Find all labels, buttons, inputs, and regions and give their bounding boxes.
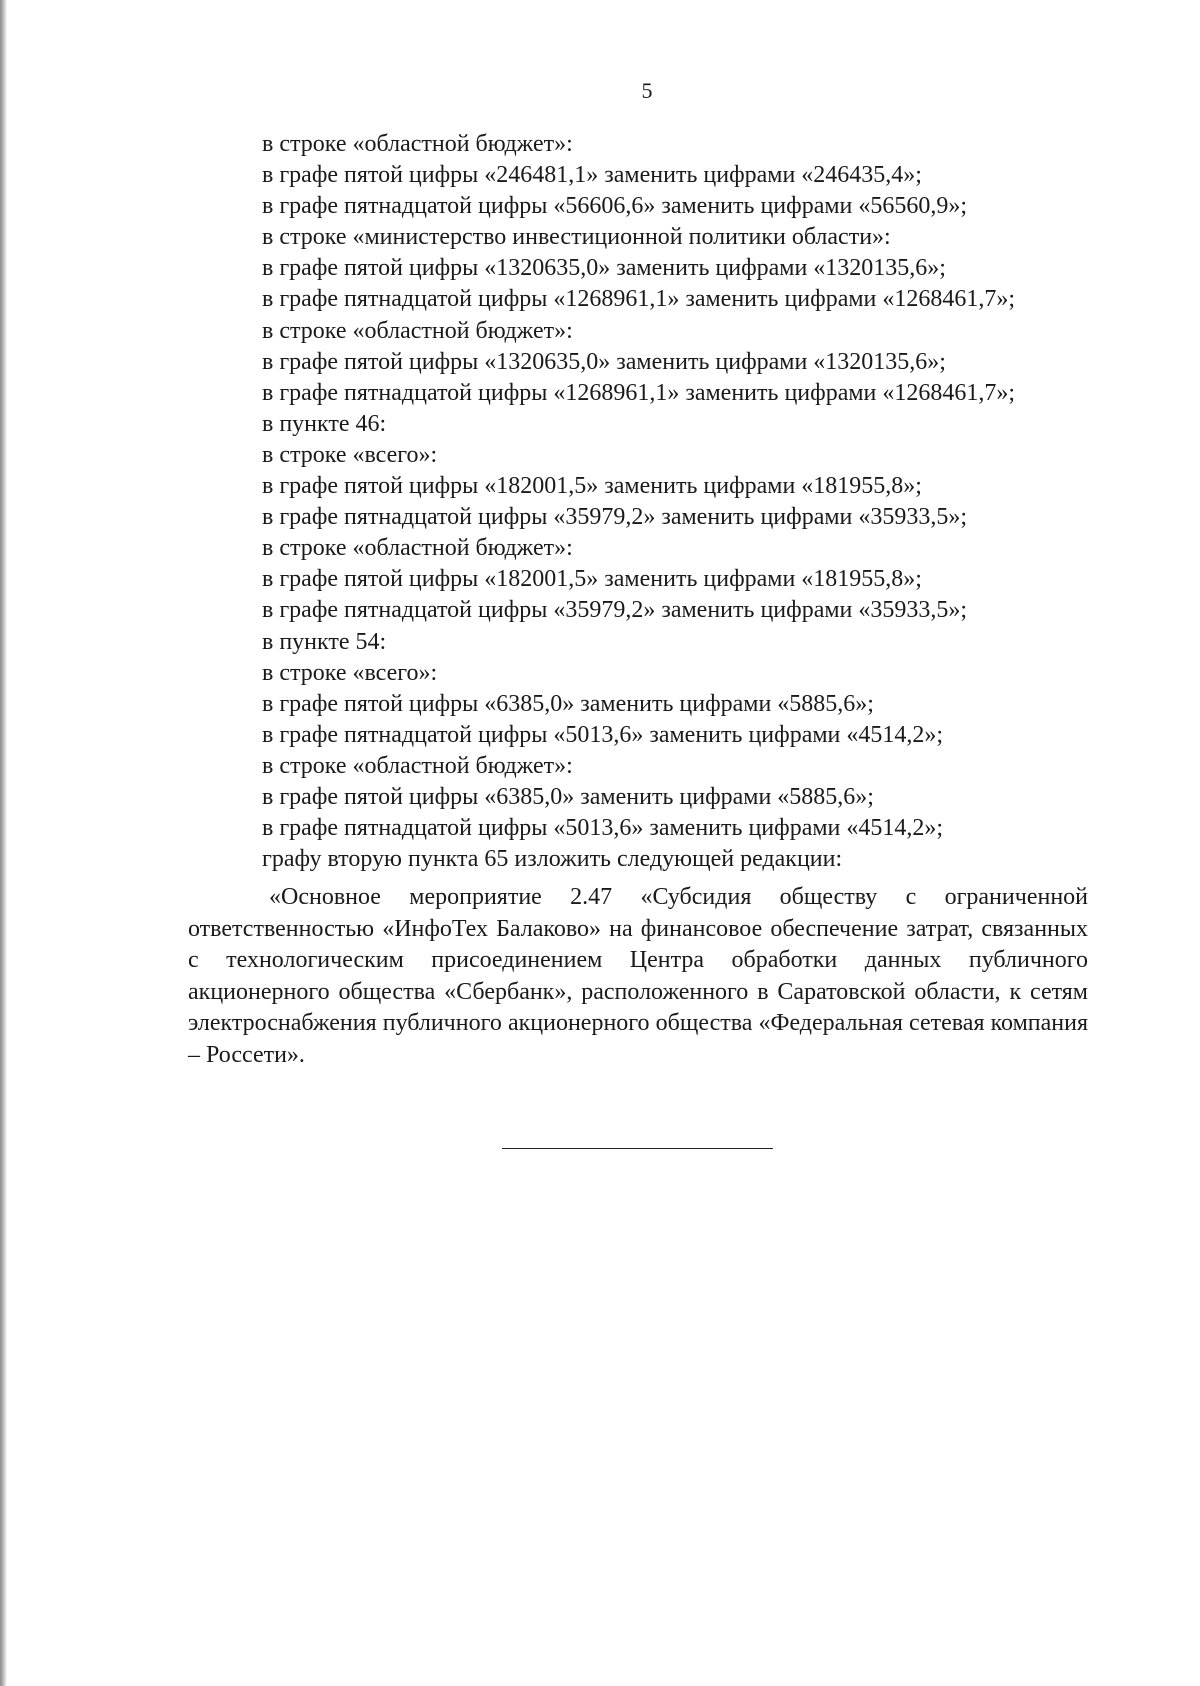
end-separator-line [502,1148,773,1149]
amendment-line: в пункте 54: [262,628,387,655]
scan-edge-shadow [0,0,7,1686]
amendment-line: в графе пятнадцатой цифры «1268961,1» заменить цифрами «1268461,7»; [262,379,1016,406]
amendment-line: графу вторую пункта 65 изложить следующей редакции: [262,846,843,873]
amendment-line: в графе пятой цифры «182001,5» заменить цифрами «181955,8»; [262,566,922,593]
amendment-line: в графе пятой цифры «1320635,0» заменить цифрами «1320135,6»; [262,255,946,282]
amendment-line: в строке «всего»: [262,441,438,468]
amendment-line: в графе пятой цифры «6385,0» заменить цифрами «5885,6»; [262,690,874,717]
amendment-line: в графе пятнадцатой цифры «1268961,1» заменить цифрами «1268461,7»; [262,286,1016,313]
amendment-line: в графе пятнадцатой цифры «5013,6» заменить цифрами «4514,2»; [262,721,944,748]
amendment-lines [262,129,1102,875]
amendment-line: в графе пятой цифры «6385,0» заменить цифрами «5885,6»; [262,783,874,810]
amendment-line: в графе пятой цифры «182001,5» заменить цифрами «181955,8»; [262,473,922,500]
amendment-line: в строке «всего»: [262,659,438,686]
amendment-line: в строке «областной бюджет»: [262,535,573,562]
amendment-line: в графе пятнадцатой цифры «5013,6» заменить цифрами «4514,2»; [262,815,944,842]
amendment-line: в пункте 46: [262,410,387,437]
amendment-line: в графе пятой цифры «246481,1» заменить цифрами «246435,4»; [262,162,922,189]
page-number: 5 [641,78,653,103]
amendment-line: в строке «областной бюджет»: [262,752,573,779]
amendment-line: в строке «областной бюджет»: [262,317,573,344]
amendment-line: в графе пятнадцатой цифры «56606,6» заменить цифрами «56560,9»; [262,193,968,220]
amendment-line: в графе пятнадцатой цифры «35979,2» заменить цифрами «35933,5»; [262,504,968,531]
amendment-line: в графе пятой цифры «1320635,0» заменить цифрами «1320135,6»; [262,348,946,375]
amendment-line: в графе пятнадцатой цифры «35979,2» заменить цифрами «35933,5»; [262,597,968,624]
amendment-line: в строке «министерство инвестиционной политики области»: [262,224,891,251]
quoted-paragraph: «Основное мероприятие 2.47 «Субсидия обществу с ограниченной ответственностью «ИнфоТех Балаково» на финансовое обеспечение затрат, связанных с технологическим присоединением Центра обработки данных публичного акционерного общества «Сбербанк», расположенного в Саратовской области, к сетям электроснабжения публичного акционерного общества «Федеральная сетевая компания – Россети». [188,884,1088,1068]
amendment-line: в строке «областной бюджет»: [262,131,573,157]
